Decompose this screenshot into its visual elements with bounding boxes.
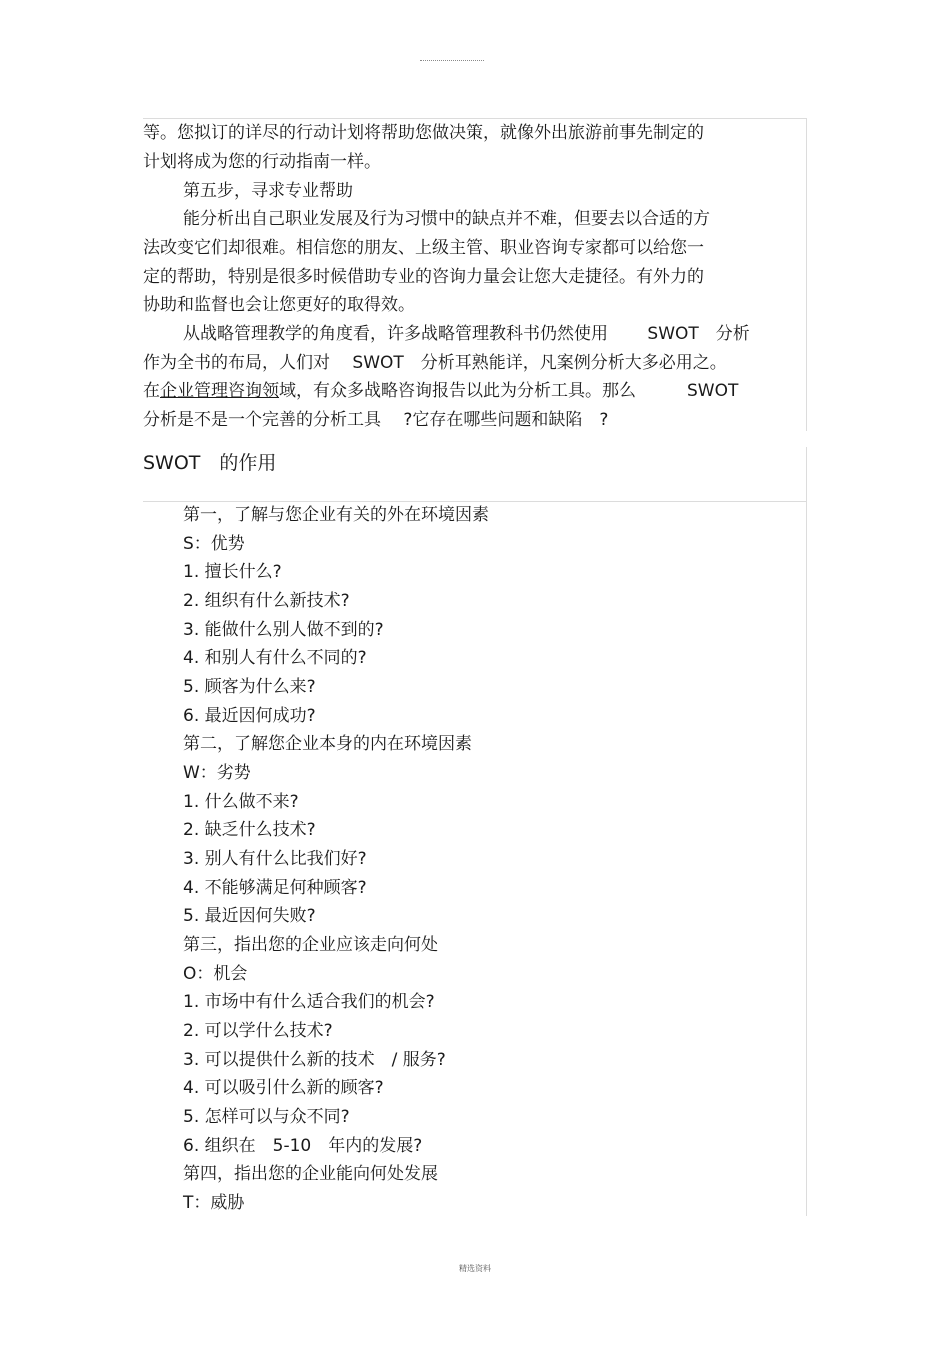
section-heading: SWOT 的作用 (143, 452, 277, 474)
list-item: 5. 顾客为什么来? (183, 677, 316, 697)
paragraph-line: 作为全书的布局，人们对 SWOT 分析耳熟能详，凡案例分析大多必用之。 (143, 353, 727, 373)
paragraph-line: 法改变它们却很难。相信您的朋友、上级主管、职业咨询专家都可以给您一 (143, 238, 704, 258)
line-suffix: 域，有众多战略咨询报告以此为分析工具。那么 SWOT (279, 381, 739, 401)
list-item: S：优势 (183, 534, 245, 554)
list-item: 第四，指出您的企业能向何处发展 (183, 1164, 438, 1184)
list-item: 6. 最近因何成功? (183, 706, 316, 726)
list-item: 4. 和别人有什么不同的? (183, 648, 367, 668)
list-item: 1. 擅长什么? (183, 562, 282, 582)
list-item: 3. 别人有什么比我们好? (183, 849, 367, 869)
paragraph-line: 分析是不是一个完善的分析工具 ?它存在哪些问题和缺陷 ? (143, 410, 609, 430)
consulting-link[interactable]: 企业管理咨询领 (160, 381, 279, 401)
list-item: 第三，指出您的企业应该走向何处 (183, 935, 438, 955)
text-block-intro (143, 118, 807, 431)
step-five-heading: 第五步，寻求专业帮助 (183, 181, 353, 201)
paragraph-line (143, 377, 738, 406)
list-item: 6. 组织在 5-10 年内的发展? (183, 1136, 423, 1156)
list-item: W：劣势 (183, 763, 251, 783)
paragraph-line: 能分析出自己职业发展及行为习惯中的缺点并不难，但要去以合适的方 (183, 209, 710, 229)
list-item: 5. 最近因何失败? (183, 906, 316, 926)
swot-list (143, 501, 807, 1216)
list-item: 3. 可以提供什么新的技术 / 服务? (183, 1050, 446, 1070)
list-item: 1. 什么做不来? (183, 792, 299, 812)
line-prefix: 在 (143, 381, 160, 401)
list-item: 2. 可以学什么技术? (183, 1021, 333, 1041)
paragraph-line: 定的帮助，特别是很多时候借助专业的咨询力量会让您大走捷径。有外力的 (143, 267, 704, 287)
paragraph-line: 等。您拟订的详尽的行动计划将帮助您做决策，就像外出旅游前事先制定的 (143, 123, 704, 143)
paragraph-line: 协助和监督也会让您更好的取得效。 (143, 295, 415, 315)
list-item: 5. 怎样可以与众不同? (183, 1107, 350, 1127)
page-footer: 精选资料 (459, 1264, 491, 1273)
list-item: 2. 缺乏什么技术? (183, 820, 316, 840)
list-item: 第一，了解与您企业有关的外在环境因素 (183, 505, 489, 525)
list-item: 3. 能做什么别人做不到的? (183, 620, 384, 640)
list-item: 第二，了解您企业本身的内在环境因素 (183, 734, 472, 754)
list-item: 1. 市场中有什么适合我们的机会? (183, 992, 435, 1012)
header-dotted-rule (420, 60, 484, 61)
list-item: T：威胁 (183, 1193, 245, 1213)
list-item: 4. 可以吸引什么新的顾客? (183, 1078, 384, 1098)
section-heading-box (143, 447, 807, 502)
list-item: 4. 不能够满足何种顾客? (183, 878, 367, 898)
paragraph-line: 从战略管理教学的角度看，许多战略管理教科书仍然使用 SWOT 分析 (183, 324, 750, 344)
list-item: 2. 组织有什么新技术? (183, 591, 350, 611)
paragraph-line: 计划将成为您的行动指南一样。 (143, 152, 381, 172)
list-item: O：机会 (183, 964, 248, 984)
